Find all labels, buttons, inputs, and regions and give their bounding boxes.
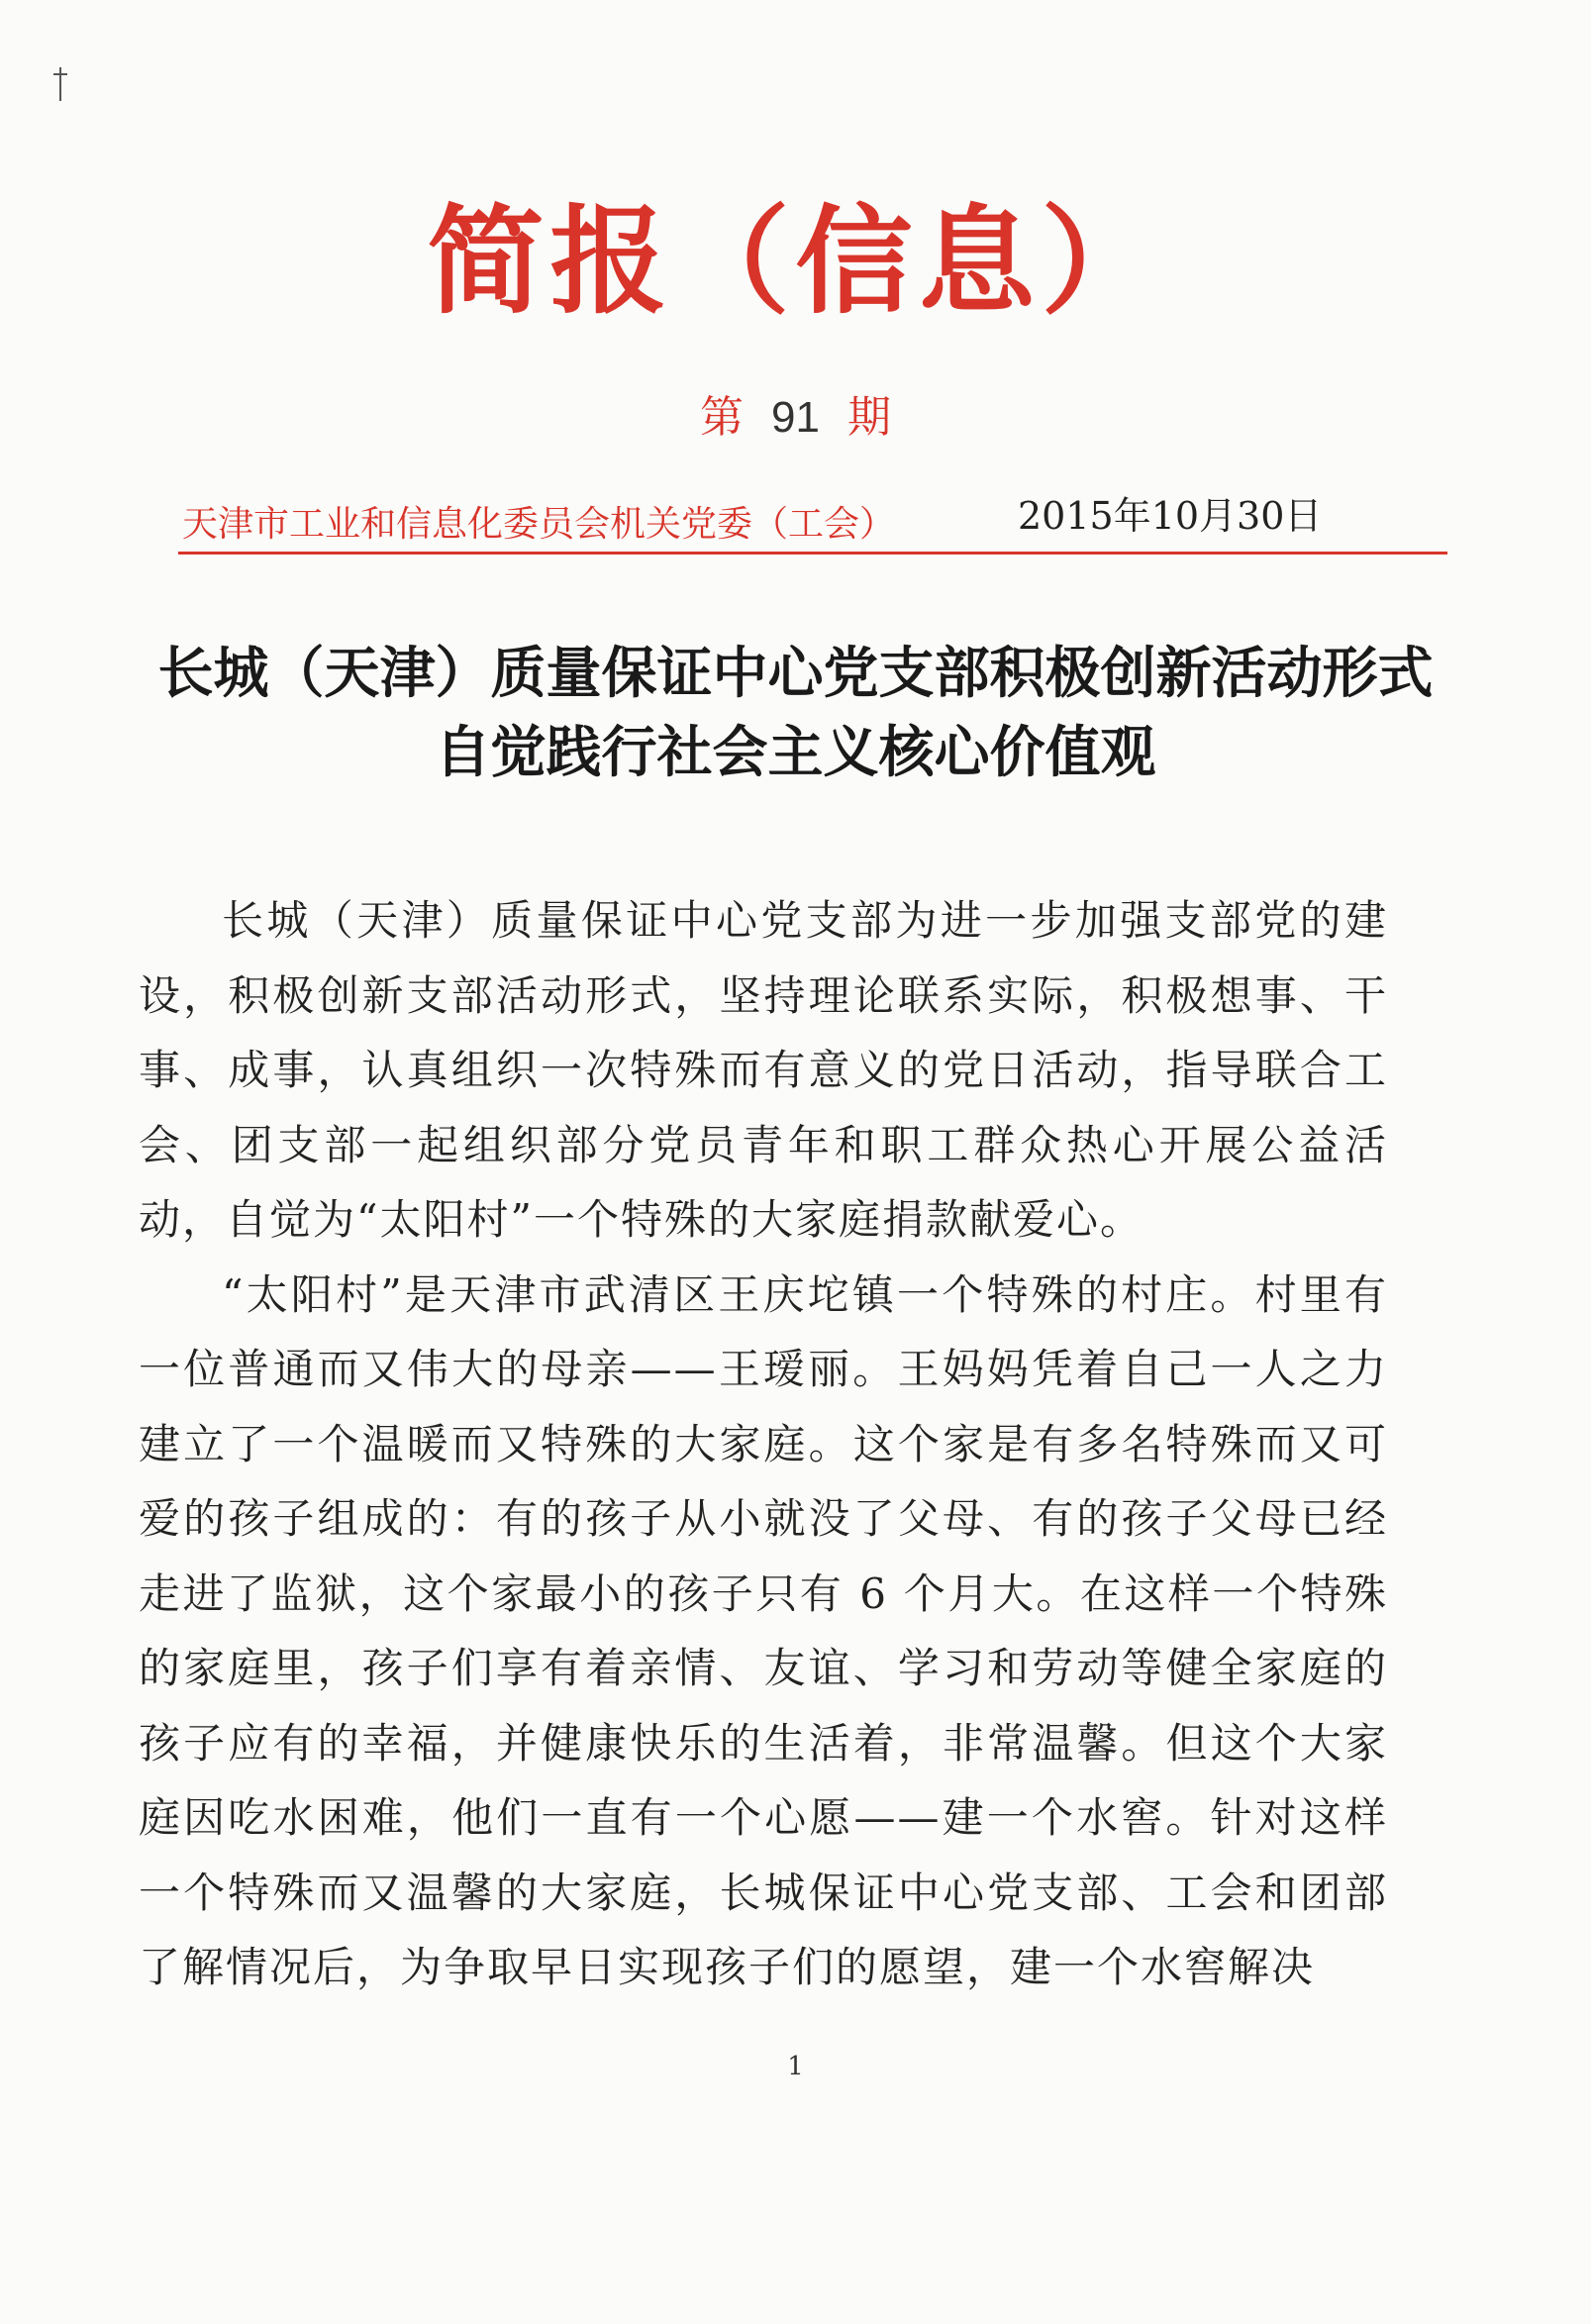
article-title-line-1: 长城（天津）质量保证中心党支部积极创新活动形式 <box>157 641 1434 706</box>
article-title-line-2: 自觉践行社会主义核心价值观 <box>435 720 1156 785</box>
header-divider <box>178 552 1447 555</box>
article-body <box>139 883 1388 2005</box>
issue-date: 2015年10月30日 <box>1018 494 1323 538</box>
issue-suffix: 期 <box>846 392 891 443</box>
issue-number-line <box>0 392 1591 443</box>
binding-mark <box>59 67 61 101</box>
issue-prefix: 第 <box>700 392 745 443</box>
issuer-name: 天津市工业和信息化委员会机关党委（工会） <box>182 504 896 545</box>
article-title <box>0 634 1591 792</box>
paragraph: “太阳村”是天津市武清区王庆坨镇一个特殊的村庄。村里有一位普通而又伟大的母亲——王瑷丽。王妈妈凭着自己一人之力建立了一个温暖而又特殊的大家庭。这个家是有多名特殊而又可爱的孩子组成的：有的孩子从小就没了父母、有的孩子父母已经走进了监狱，这个家最小的孩子只有 6 个月大。在这样一个特殊的家庭里，孩子们享有着亲情、友谊、学习和劳动等健全家庭的孩子应有的幸福，并健康快乐的生活着，非常温馨。但这个大家庭因吃水困难，他们一直有一个心愿——建一个水窖。针对这样一个特殊而又温馨的大家庭，长城保证中心党支部、工会和团部了解情况后，为争取早日实现孩子们的愿望，建一个水窖解决 <box>139 1269 1388 1991</box>
page-number: 1 <box>787 2052 804 2081</box>
issue-number: 91 <box>771 393 820 442</box>
paragraph: 长城（天津）质量保证中心党支部为进一步加强支部党的建设，积极创新支部活动形式，坚持理论联系实际，积极想事、干事、成事，认真组织一次特殊而有意义的党日活动，指导联合工会、团支部一起组织部分党员青年和职工群众热心开展公益活动，自觉为“太阳村”一个特殊的大家庭捐款献爱心。 <box>139 896 1388 1244</box>
masthead-title: 简报（信息） <box>427 192 1164 330</box>
